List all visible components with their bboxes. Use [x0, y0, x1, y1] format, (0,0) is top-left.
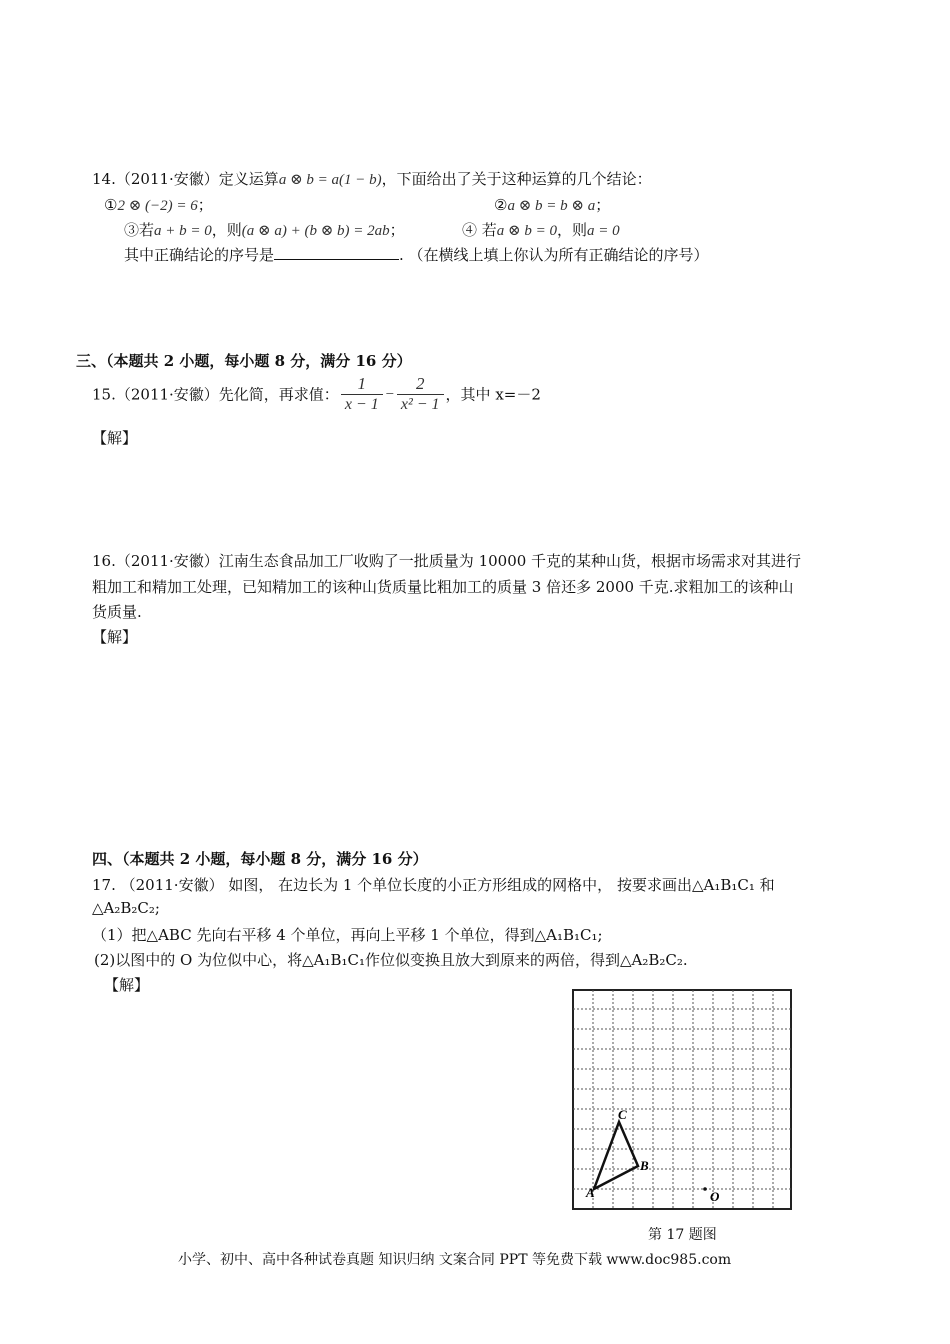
q17-line-4: (2)以图中的 O 为位似中心，将△A₁B₁C₁作位似变换且放大到原来的两倍，得到△A₂B₂C₂.	[94, 951, 688, 969]
q14-conclusion-4: ④ 若a ⊗ b = 0，则a = 0	[462, 221, 620, 239]
q16-line-1: 16.（2011·安徽）江南生态食品加工厂收购了一批质量为 10000 千克的某种山货，根据市场需求对其进行	[92, 552, 802, 570]
q17-grid-figure	[572, 989, 792, 1210]
q14-answer-line: 其中正确结论的序号是 . （在横线上填上你认为所有正确结论的序号）	[124, 246, 709, 264]
q16-line-3: 货质量.	[92, 603, 142, 621]
q14-stem	[92, 168, 652, 189]
q15-fraction-2: $\frac{2}{\text{x² − 1}}$	[397, 374, 444, 415]
q15-fraction-1: $\frac{1}{x - 1}$	[341, 374, 383, 415]
q14-conclusion-3: ③若a + b = 0，则(a ⊗ a) + (b ⊗ b) = 2ab；	[124, 221, 405, 239]
label-a: A	[586, 1185, 595, 1200]
q16-line-2: 粗加工和精加工处理，已知精加工的该种山货质量比粗加工的质量 3 倍还多 2000 千克.求粗加工的该种山	[92, 578, 794, 596]
q14-definition-math: a ⊗ b = a(1 − b)	[278, 172, 382, 188]
q16-solution-label: 【解】	[92, 628, 138, 646]
q15-stem: 15.（2011·安徽）先化简，再求值： $\frac{1}{x - 1}$ − $\frac{2}{\text{x² − 1}}$ ，其中 x=－2	[92, 374, 541, 413]
q17-figure-caption: 第 17 题图	[648, 1227, 717, 1243]
q14-answer-blank[interactable]	[274, 245, 399, 260]
q14-conclusion-1: ①2 ⊗ (−2) = 6；	[104, 196, 213, 214]
page-footer: 小学、初中、高中各种试卷真题 知识归纳 文案合同 PPT 等免费下载 www.doc985.com	[178, 1252, 732, 1268]
label-c: C	[618, 1107, 627, 1122]
q14-conclusion-2: ②a ⊗ b = b ⊗ a；	[494, 196, 611, 214]
q17-line-1: 17. （2011·安徽） 如图， 在边长为 1 个单位长度的小正方形组成的网格中， 按要求画出△A₁B₁C₁ 和	[92, 876, 775, 894]
q17-line-3: （1）把△ABC 先向右平移 4 个单位，再向上平移 1 个单位，得到△A₁B₁C₁;	[92, 926, 603, 944]
q15-solution-label: 【解】	[92, 429, 138, 447]
label-o: O	[710, 1189, 720, 1204]
q17-solution-label: 【解】	[104, 976, 150, 994]
q17-line-2: △A₂B₂C₂;	[92, 899, 160, 917]
section3-heading: 三、（本题共 2 小题，每小题 8 分，满分 16 分）	[76, 352, 412, 370]
label-b: B	[640, 1158, 649, 1173]
q17-grid-svg	[572, 989, 792, 1210]
q14-prefix: 14.（2011·安徽）定义运算	[92, 170, 279, 188]
grid-border	[573, 990, 791, 1209]
point-o	[703, 1187, 707, 1191]
q14-suffix: ，下面给出了关于这种运算的几个结论：	[381, 170, 652, 188]
section4-heading: 四、（本题共 2 小题，每小题 8 分，满分 16 分）	[92, 850, 428, 868]
